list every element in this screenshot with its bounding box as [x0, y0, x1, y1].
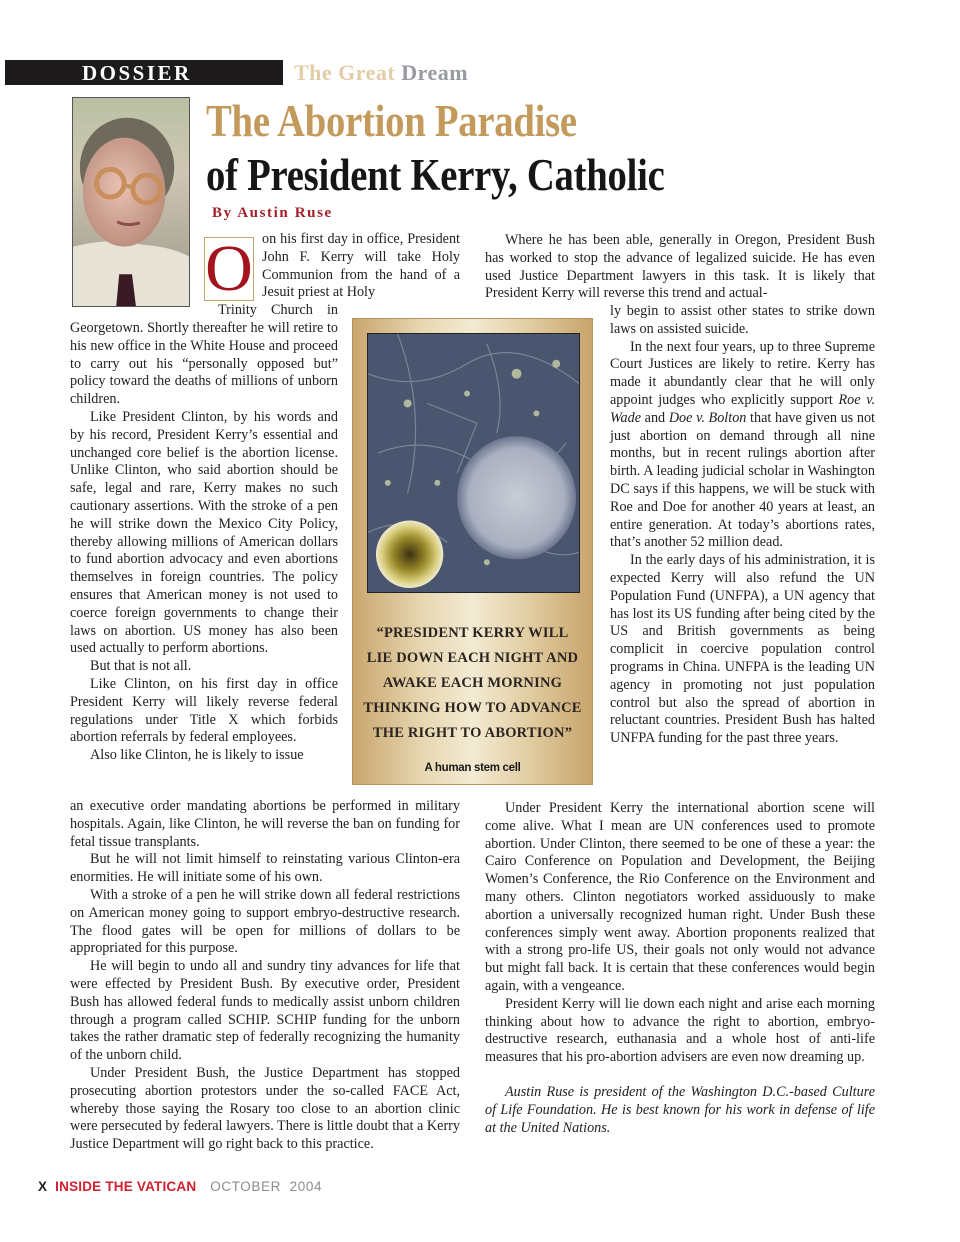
drop-cap: O: [205, 232, 253, 305]
column-1-upper: [70, 320, 338, 765]
pull-quote-line: AWAKE EACH MORNING: [382, 675, 563, 691]
pull-quote-line: THE RIGHT TO ABORTION”: [372, 725, 573, 741]
pull-quote-sidebar: [352, 318, 593, 785]
paragraph: In the next four years, up to three Supreme Court Justices are likely to retire. Kerry has made it abundantly clear that he will only appoint judges who explicitly support Roe v. Wade and Doe v. Bolton that have given us not just abortion on demand through all nine months, but in recent rulings abortion after birth. A leading judicial scholar in Washington DC says if this happens, we will be stuck with Roe and Doe for another 40 years at least, an entire generation. At today’s abortions rates, that’s another 52 million dead.: [610, 338, 875, 551]
pull-quote: [359, 621, 586, 746]
pull-quote-line: LIE DOWN EACH NIGHT AND: [366, 650, 579, 666]
series-title: [294, 60, 468, 86]
stem-cell-image: [367, 333, 580, 593]
column-2-top: [485, 232, 875, 303]
column-1-lower: [70, 798, 460, 1154]
byline: By Austin Ruse: [212, 205, 333, 221]
paragraph: Like President Clinton, by his words and by his record, President Kerry’s essential and unchanged core belief is the abortion license. Unlike Clinton, who said abortion should be safe, legal and rare, Kerry makes no such cautionary assertions. With the stroke of a pen he will strike down the Mexico City Policy, thereby allowing millions of American dollars to fund abortion advocacy and even abortions themselves in foreign countries. The policy ensures that American money is not used to coerce foreign governments to change their laws on abortion. US money has also been used actually to perform abortions.: [70, 408, 338, 657]
series-title-part1: The Great: [294, 60, 396, 85]
case-name: Doe v. Bolton: [668, 409, 747, 426]
column-2-lower: [485, 800, 875, 1137]
lead-line: Trinity Church in: [218, 302, 338, 318]
pull-quote-line: “PRESIDENT KERRY WILL: [376, 625, 569, 641]
paragraph: But he will not limit himself to reinstating various Clinton-era enormities. He will initiate some of his own.: [70, 851, 460, 886]
column-2-narrow: [610, 303, 875, 748]
case-name: Roe v. Wade: [610, 391, 875, 426]
headline-line-2: of President Kerry, Catholic: [206, 150, 665, 200]
paragraph: Like Clinton, on his first day in office President Kerry will likely reverse federal regulations under Title X which forbids abortion referrals by federal employees.: [70, 675, 338, 746]
author-portrait-image: [73, 98, 189, 306]
paragraph: Under President Bush, the Justice Department has stopped prosecuting abortion protestors under the so-called FACE Act, whereby those saying the Rosary too close to an abortion clinic were persecuted by federal lawyers. There is little doubt that a Kerry Justice Department will go right back to this practice.: [70, 1064, 460, 1153]
paragraph: Where he has been able, generally in Oregon, President Bush has worked to stop the advance of legalized suicide. He has even used Justice Department lawyers in this task. It is likely that President Kerry will reverse this trend and actual-: [485, 232, 875, 302]
magazine-name: INSIDE THE VATICAN: [55, 1179, 197, 1194]
author-bio: Austin Ruse is president of the Washington D.C.-based Culture of Life Foundation. He is best known for his work in defense of life at the United Nations.: [485, 1083, 875, 1136]
stem-cell-photo: [368, 334, 579, 592]
series-title-part2: Dream: [401, 60, 469, 85]
pull-quote-line: THINKING HOW TO ADVANCE: [363, 700, 582, 716]
paragraph: ly begin to assist other states to strike down laws on assisted suicide.: [610, 303, 875, 337]
section-label: DOSSIER: [82, 61, 192, 85]
paragraph: an executive order mandating abortions be performed in military hospitals. Again, like Clinton, he will reverse the ban on funding for fetal tissue transplants.: [70, 798, 460, 850]
paragraph: But that is not all.: [90, 658, 192, 675]
paragraph: In the early days of his administration, it is expected Kerry will also refund the UN Population Fund (UNFPA), a UN agency that has lost its US funding after being cited by the US and British governments as being complicit in coercive population control programs in China. UNFPA is the leading UN agency in promoting not just population control but also the spread of abortion in reluctant countries. President Bush has halted UNFPA funding for the past three years.: [610, 552, 875, 747]
page-number: X: [38, 1179, 48, 1194]
paragraph: President Kerry will lie down each night and arise each morning thinking about how to advance the right to abortion, embryo-destructive research, euthanasia and a whole host of anti-life measures that his pro-abortion advisers are even now dreaming up.: [485, 995, 875, 1066]
author-photo: [72, 97, 190, 307]
page-footer: [38, 1179, 322, 1194]
paragraph: With a stroke of a pen he will strike down all federal restrictions on American money going to support embryo-destructive research. The flood gates will be open for millions of dollars to be appropriated for this purpose.: [70, 886, 460, 957]
headline-line-1: The Abortion Paradise: [206, 96, 577, 146]
paragraph: Georgetown. Shortly thereafter he will retire to his new office in the White House and proceed to carry out his “personally opposed but” policy toward the deaths of millions of unborn children.: [70, 320, 338, 408]
paragraph: He will begin to undo all and sundry tiny advances for life that were effected by President Bush. By executive order, President Bush has allowed federal funds to medically assist unborn children through a program called SCHIP. SCHIP funding for the unborn takes the rather dramatic step of federally recognizing the humanity of the unborn child.: [70, 958, 460, 1064]
paragraph: Under President Kerry the international abortion scene will come alive. What I mean are UN conferences used to promote abortion. Under Clinton, there seemed to be one of these a year: the Cairo Conference on Population and Development, the Beijing Women’s Conference, the Rio Conference on the Environment and many others. Clinton negotiators worked assiduously to make abortion a universally recognized human right. Under Bush these conferences simply went away. Abortion proponents realized that with a strong pro-life US, their goals not only would not advance but might fall back. It is certain that these conferences would begin again, with a vengeance.: [485, 800, 875, 994]
paragraph: Also like Clinton, he is likely to issue: [90, 747, 304, 764]
lead-paragraph-wrap: [262, 231, 460, 302]
lead-text: on his first day in office, President John F. Kerry will take Holy Communion from the hand of a Jesuit priest at Holy: [262, 231, 460, 301]
image-caption: A human stem cell: [424, 762, 521, 774]
issue-date: OCTOBER 2004: [210, 1179, 323, 1194]
